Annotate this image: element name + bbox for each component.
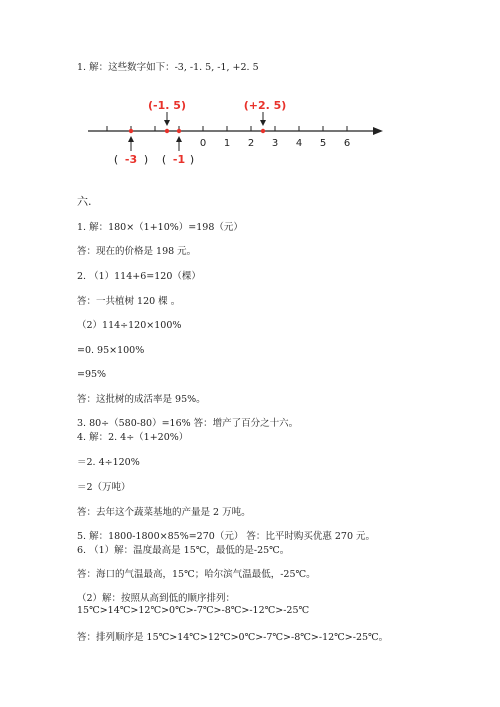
tick-label-6: 6: [343, 138, 351, 149]
point-neg3: [129, 129, 133, 133]
tick-label-1: 1: [223, 138, 231, 149]
answer-line: （2）解：按照从高到低的顺序排列：15℃>14℃>12℃>0℃>-7℃>-8℃>-12℃>-25℃: [77, 593, 310, 616]
point-neg1: [177, 129, 181, 133]
answer-line: （2）114÷120×100%: [77, 320, 182, 331]
tick-label-5: 5: [319, 138, 327, 149]
answer-line: 答：海口的气温最高，15℃；哈尔滨气温最低，-25℃。: [77, 569, 316, 580]
tick-label-0: 0: [199, 138, 207, 149]
answer-line: 答：现在的价格是 198 元。: [77, 246, 197, 257]
q1-intro: 1. 解：这些数字如下：-3, -1. 5, -1, +2. 5: [77, 62, 259, 73]
tick-label-4: 4: [295, 138, 303, 149]
point-neg1-5: [165, 129, 169, 133]
label-neg1-value: -1: [172, 153, 186, 166]
section-heading: 六.: [77, 195, 92, 208]
label-neg3-close: ): [143, 153, 149, 166]
label-neg3-open: (: [113, 153, 119, 166]
number-line-ticks: [107, 126, 347, 131]
answer-line: 答：去年这个蔬菜基地的产量是 2 万吨。: [77, 507, 251, 518]
answer-line: ＝2（万吨）: [77, 482, 131, 493]
answer-line: 答：一共植树 120 棵 。: [77, 296, 181, 307]
answer-line: 答：这批树的成活率是 95%。: [77, 394, 206, 405]
answer-line: ＝2. 4÷120%: [77, 457, 140, 468]
answer-line: =0. 95×100%: [77, 345, 145, 356]
answer-line: 4. 解：2. 4÷（1+20%）: [77, 432, 189, 443]
answer-line: 6. （1）解：温度最高是 15℃，最低的是-25℃。: [77, 545, 290, 556]
tick-label-2: 2: [247, 138, 255, 149]
answer-line: 2. （1）114+6=120（棵）: [77, 271, 201, 282]
point-pos2-5: [261, 129, 265, 133]
tick-label-3: 3: [271, 138, 279, 149]
label-neg3-value: -3: [124, 153, 138, 166]
answer-line: 1. 解：180×（1+10%）=198（元）: [77, 222, 243, 233]
number-line: [0, 95, 500, 195]
label-neg1-open: (: [161, 153, 167, 166]
answer-line: 5. 解：1800-1800×85%=270（元） 答：比平时购买优惠 270 元。: [77, 531, 376, 542]
answer-line: =95%: [77, 369, 107, 380]
label-neg1-5: (-1. 5): [148, 99, 186, 112]
arrow-right-icon: [373, 127, 383, 135]
label-neg1-close: ): [189, 153, 195, 166]
label-pos2-5: (+2. 5): [243, 99, 287, 112]
answer-line: 3. 80÷（580-80）=16% 答：增产了百分之十六。: [77, 418, 299, 429]
answer-line: 答：排列顺序是 15℃>14℃>12℃>0℃>-7℃>-8℃>-12℃>-25℃。: [77, 632, 389, 643]
